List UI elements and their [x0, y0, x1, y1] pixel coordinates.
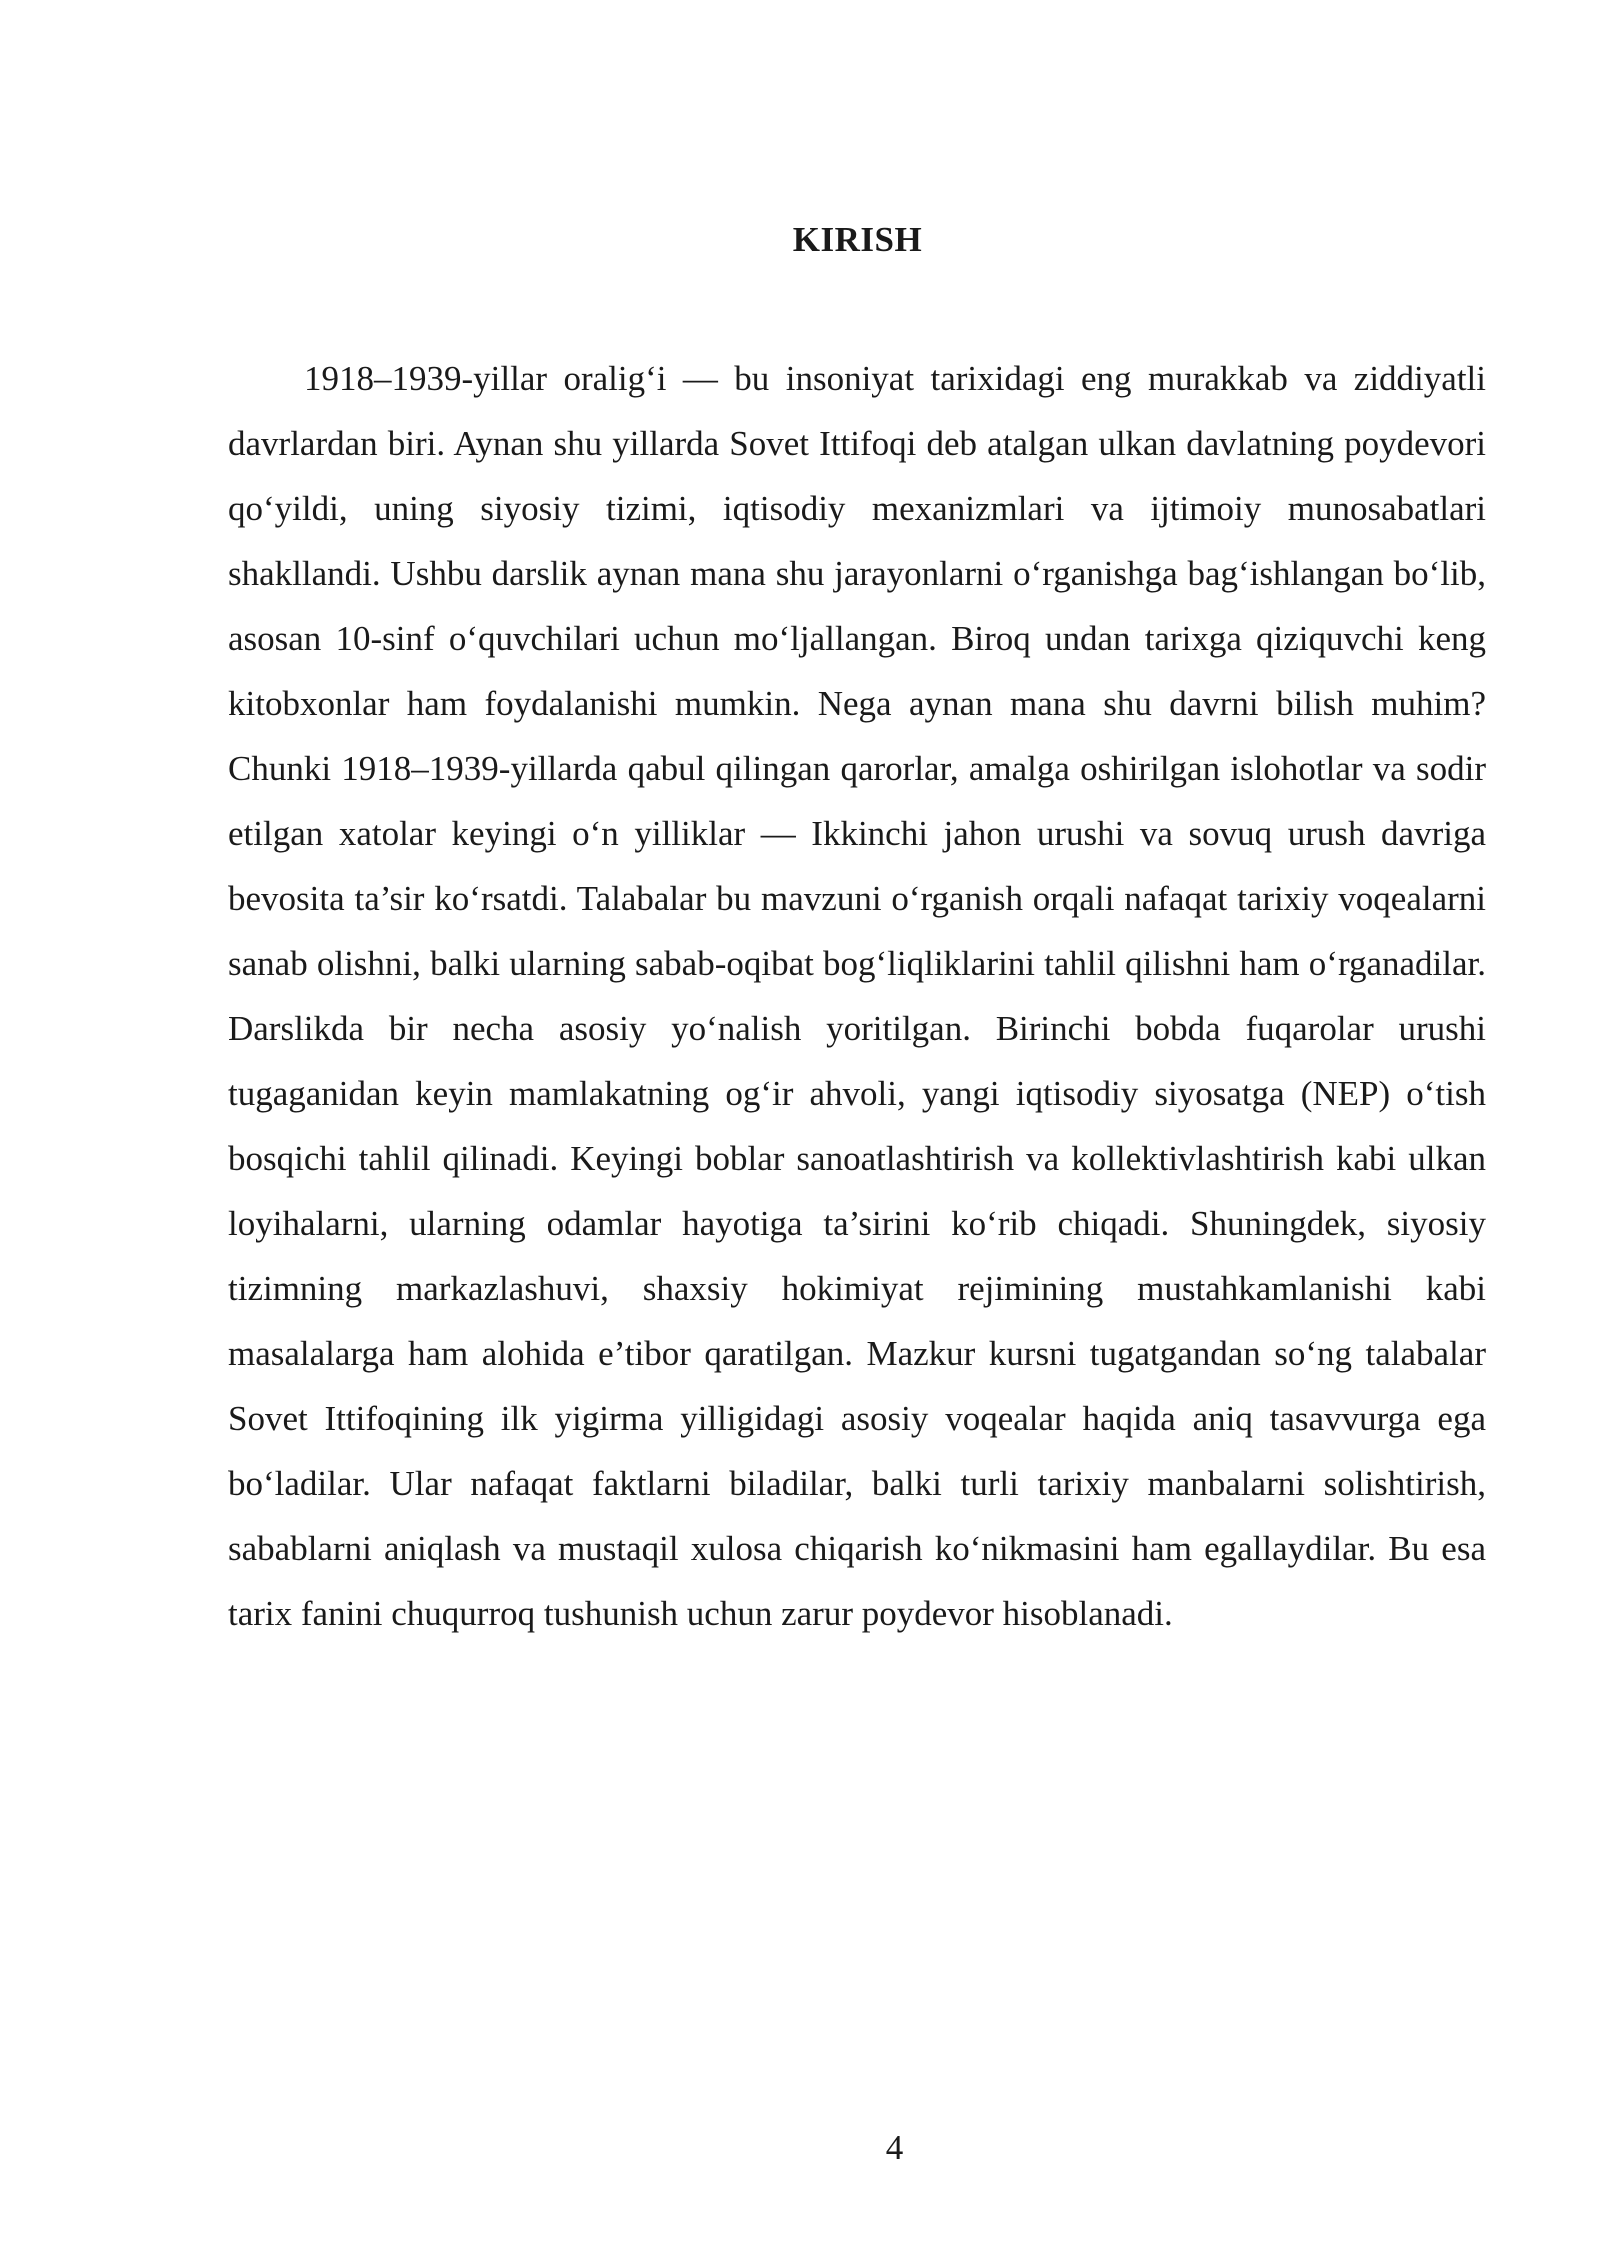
section-heading: KIRISH [792, 220, 923, 259]
page-number: 4 [885, 2128, 904, 2167]
body-paragraph: 1918–1939-yillar oralig‘i — bu insoniyat tarixidagi eng murakkab va ziddiyatli davrlardan biri. Aynan shu yillarda Sovet Ittifoqi deb atalgan ulkan davlatning poydevori qo‘yildi, uning siyosiy tizimi, iqtisodiy mexanizmlari va ijtimoiy munosabatlari shakllandi. Ushbu darslik aynan mana shu jarayonlarni o‘rganishga bag‘ishlangan bo‘lib, asosan 10-sinf o‘quvchilari uchun mo‘ljallangan. Biroq undan tarixga qiziquvchi keng kitobxonlar ham foydalanishi mumkin. Nega aynan mana shu davrni bilish muhim? Chunki 1918–1939-yillarda qabul qilingan qarorlar, amalga oshirilgan islohotlar va sodir etilgan xatolar keyingi o‘n yilliklar — Ikkinchi jahon urushi va sovuq urush davriga bevosita ta’sir ko‘rsatdi. Talabalar bu mavzuni o‘rganish orqali nafaqat tarixiy voqealarni sanab olishni, balki ularning sabab-oqibat bog‘liqliklarini tahlil qilishni ham o‘rganadilar. Darslikda bir necha asosiy yo‘nalish yoritilgan. Birinchi bobda fuqarolar urushi tugaganidan keyin mamlakatning og‘ir ahvoli, yangi iqtisodiy siyosatga (NEP) o‘tish bosqichi tahlil qilinadi. Keyingi boblar sanoatlashtirish va kollektivlashtirish kabi ulkan loyihalarni, ularning odamlar hayotiga ta’sirini ko‘rib chiqadi. Shuningdek, siyosiy tizimning markazlashuvi, shaxsiy hokimiyat rejimining mustahkamlanishi kabi masalalarga ham alohida e’tibor qaratilgan. Mazkur kursni tugatgandan so‘ng talabalar Sovet Ittifoqining ilk yigirma yilligidagi asosiy voqealar haqida aniq tasavvurga ega bo‘ladilar. Ular nafaqat faktlarni biladilar, balki turli tarixiy manbalarni solishtirish, sabablarni aniqlash va mustaqil xulosa chiqarish ko‘nikmasini ham egallaydilar. Bu esa tarix fanini chuqurroq tushunish uchun zarur poydevor hisoblanadi. [228, 359, 1486, 1633]
